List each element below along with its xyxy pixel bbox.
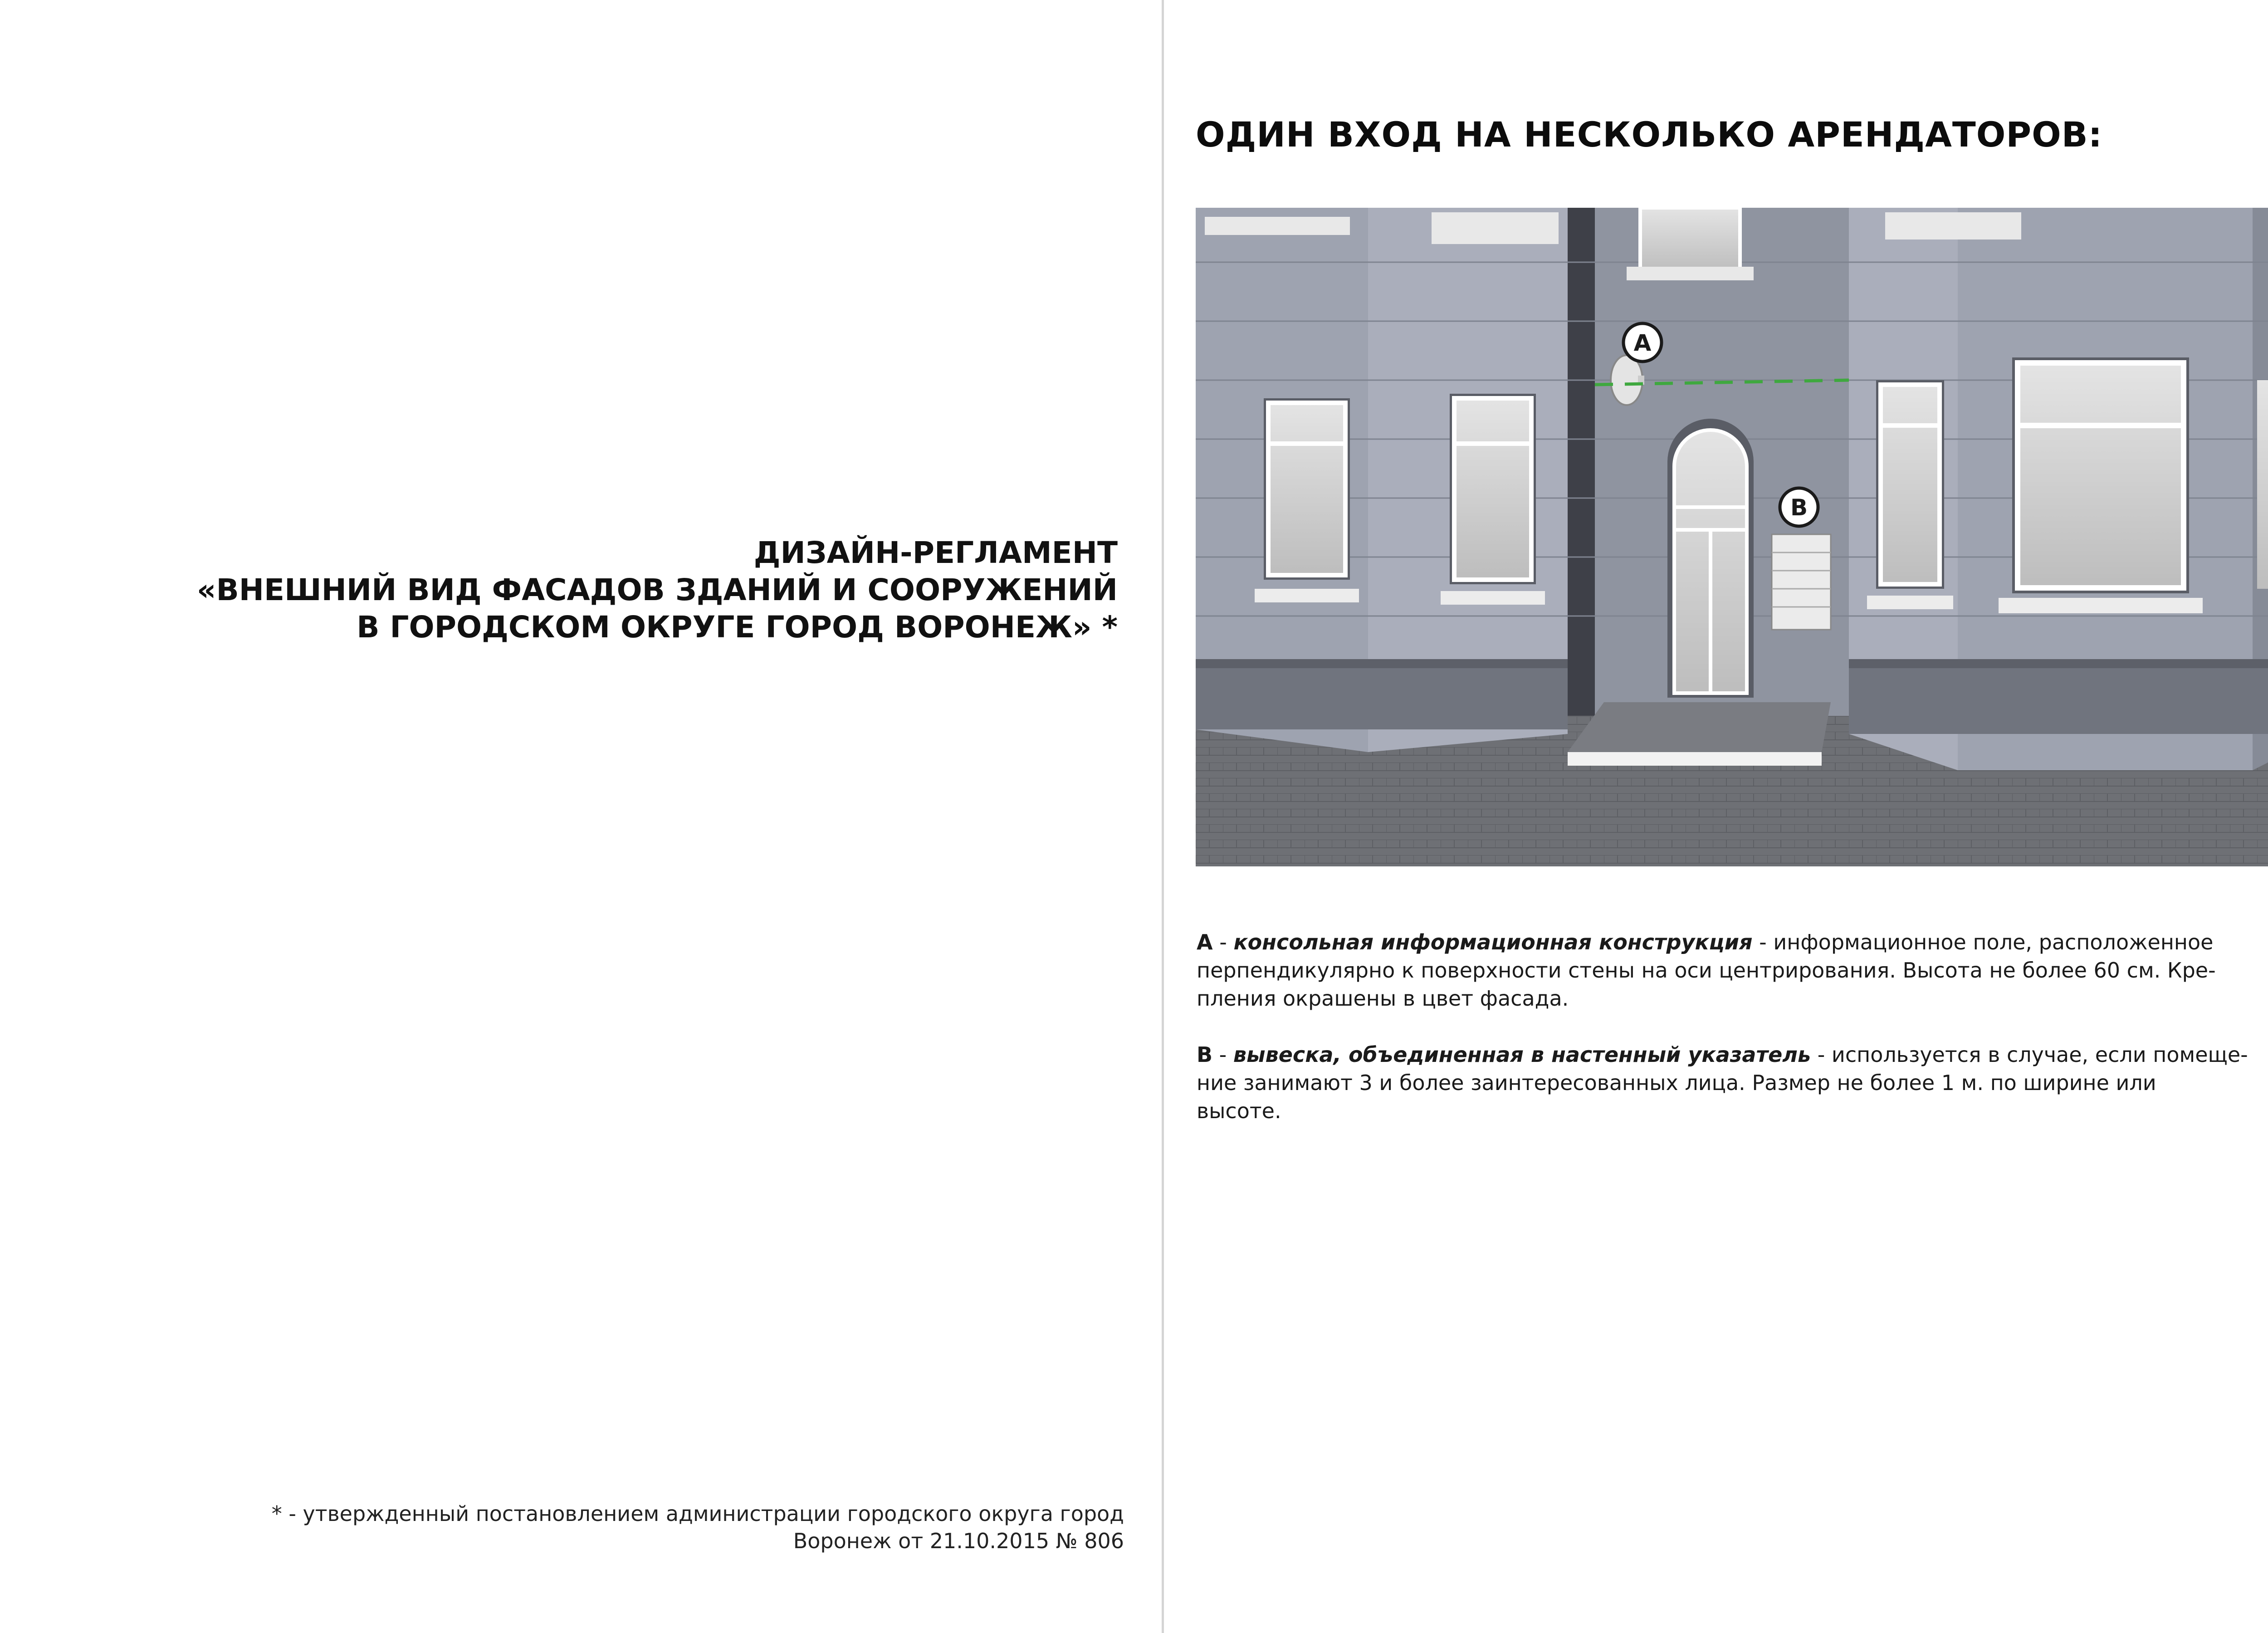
marker-b xyxy=(1780,488,1818,526)
legend xyxy=(1197,928,2268,1153)
document-title-line: «ВНЕШНИЙ ВИД ФАСАДОВ ЗДАНИЙ И СООРУЖЕНИЙ xyxy=(196,572,1118,607)
section-heading: ОДИН ВХОД НА НЕСКОЛЬКО АРЕНДАТОРОВ: xyxy=(1196,114,2103,155)
svg-text:A: A xyxy=(1633,330,1652,356)
footnote xyxy=(126,1500,1124,1555)
right-window xyxy=(1999,357,2203,613)
footnote-line: Воронеж от 21.10.2015 № 806 xyxy=(793,1529,1124,1553)
wall-directory-sign xyxy=(1772,534,1831,630)
facade-illustration xyxy=(1196,208,2268,866)
left-window xyxy=(1255,398,1359,602)
legend-term: консольная информационная конструкция xyxy=(1233,930,1753,954)
entrance-step xyxy=(1568,702,1831,752)
legend-text: пления окрашены в цвет фасада. xyxy=(1197,986,1569,1011)
document-title xyxy=(120,534,1118,646)
legend-text: перпендикулярно к поверхности стены на оси центрирования. Высота не более 60 см. Кре- xyxy=(1197,958,2216,983)
legend-text: ние занимают 3 и более заинтересованных лица. Размер не более 1 м. по ширине или xyxy=(1197,1071,2156,1095)
plinth-left xyxy=(1196,661,1568,729)
facade-render xyxy=(1196,208,2268,866)
plinth-right xyxy=(1849,661,2268,734)
right-window xyxy=(1867,380,1953,609)
wall-shadow xyxy=(1568,208,1595,716)
right-page xyxy=(1164,0,2268,1633)
legend-key: A xyxy=(1197,930,1213,954)
legend-separator: - xyxy=(1212,930,1234,954)
left-window xyxy=(1441,394,1545,605)
legend-item-a xyxy=(1197,928,2268,1012)
document-title-line: ДИЗАЙН-РЕГЛАМЕНТ xyxy=(753,535,1118,570)
cornice xyxy=(1205,217,1350,235)
document-title-line: В ГОРОДСКОМ ОКРУГЕ ГОРОД ВОРОНЕЖ» * xyxy=(357,610,1118,645)
footnote-line: * - утвержденный постановлением администрации городского округа город xyxy=(271,1501,1124,1526)
legend-separator: - xyxy=(1212,1042,1233,1067)
legend-term: вывеска, объединенная в настенный указатель xyxy=(1233,1042,1811,1067)
legend-key: B xyxy=(1197,1042,1213,1067)
upper-window xyxy=(1640,208,1740,271)
legend-item-b xyxy=(1197,1041,2268,1125)
legend-text: - используется в случае, если помеще- xyxy=(1811,1042,2248,1067)
marker-a xyxy=(1623,323,1662,362)
entrance-door xyxy=(1667,419,1754,698)
legend-text: - информационное поле, расположенное xyxy=(1752,930,2214,954)
edge-window xyxy=(2257,380,2268,589)
svg-text:B: B xyxy=(1790,494,1808,521)
legend-text: высоте. xyxy=(1197,1099,1281,1123)
